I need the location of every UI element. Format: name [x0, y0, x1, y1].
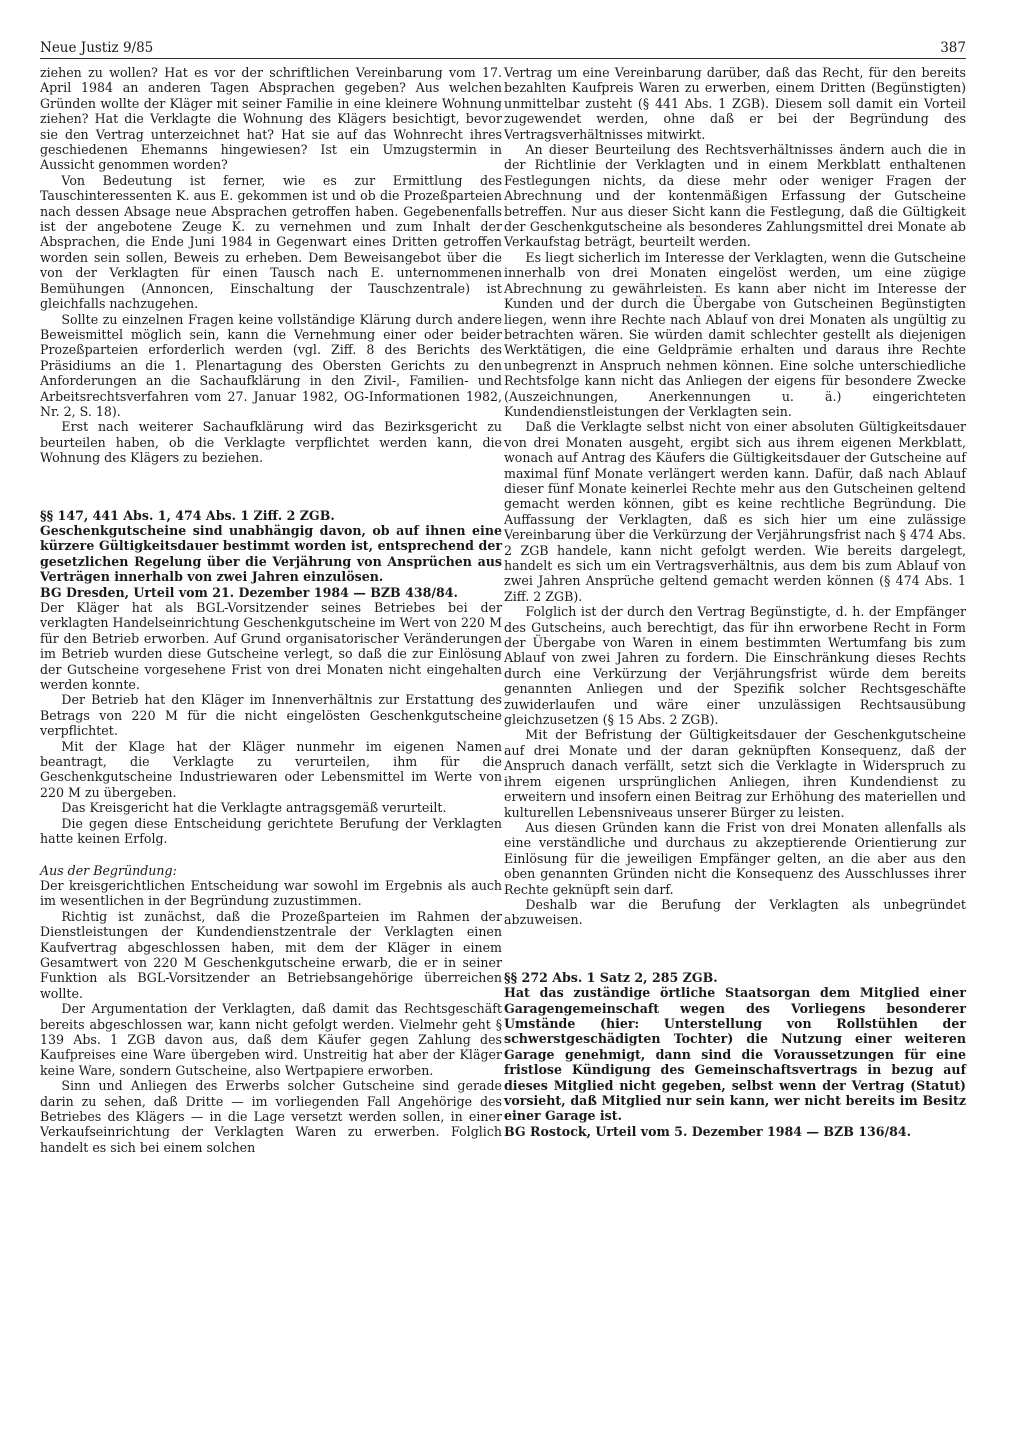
spacer — [40, 847, 502, 863]
paragraph: Folglich ist der durch den Vertrag Begünstigte, d. h. der Empfänger des Gutscheins, auch berechtigt, das für ihn erworbene Recht in Form der Übergabe von Waren in einem bestimmten Wertumfang bis zum Ablauf von zwei Jahren zu fordern. Die Einschränkung dieses Rechts durch eine Verkürzung der Verjährungsfrist würde dem bereits genannten Anliegen und der Spezifik solcher Rechtsgeschäfte zuwiderlaufen und wäre einer unzulässigen Rechtsausübung gleichzusetzen (§ 15 Abs. 2 ZGB). — [504, 604, 966, 728]
paragraph: Von Bedeutung ist ferner, wie es zur Ermittlung des Tauschinteressenten K. aus E. gekommen ist und ob die Prozeßparteien nach dessen Absage neue Absprachen getroffen haben. Gegebenenfalls ist der angebotene Zeuge K. zu vernehmen und zum Inhalt der Absprachen, die Ende Juni 1984 in Gegenwart eines Dritten getroffen worden sein sollen, Beweis zu erheben. Dem Beweisangebot über die von der Verklagten für einen Tausch nach E. unternommenen Bemühungen (Annoncen, Einschaltung der Tauschzentrale) ist gleichfalls nachzugehen. — [40, 172, 502, 312]
paragraph: ziehen zu wollen? Hat es vor der schriftlichen Vereinbarung vom 17. April 1984 an anderen Tagen Absprachen gegeben? Aus welchen Gründen wollte der Kläger mit seiner Familie in eine kleinere Wohnung ziehen? Hat die Verklagte die Wohnung des Klägers besichtigt, bevor sie den Vertrag unterzeichnet hat? Hat sie auf das Wohnrecht ihres geschiedenen Ehemanns hingewiesen? Ist ein Umzugstermin in Aussicht genommen worden? — [40, 65, 502, 173]
case-reference: BG Dresden, Urteil vom 21. Dezember 1984 — BZB 438/84. — [40, 584, 458, 600]
page-number: 387 — [940, 40, 966, 56]
running-header — [40, 40, 966, 59]
paragraph: Richtig ist zunächst, daß die Prozeßparteien im Rahmen der Dienstleistungen der Kundendienstzentrale der Verklagten einen Kaufvertrag abgeschlossen haben, mit dem der Kläger in einem Gesamtwert von 220 M Geschenkgutscheine erwarb, die er in seiner Funktion als BGL-Vorsitzender an Betriebsangehörige überreichen wollte. — [40, 908, 502, 1001]
paragraph: Aus diesen Gründen kann die Frist von drei Monaten allenfalls als eine verständliche und durchaus zu akzeptierende Orientierung zur Einlösung für die jeweiligen Empfänger gelten, an die aber aus den oben genannten Gründen nicht die Konsequenz des Ausschlusses ihrer Rechte geknüpft sein darf. — [504, 819, 966, 897]
paragraph: Die gegen diese Entscheidung gerichtete Berufung der Verklagten hatte keinen Erfolg. — [40, 815, 502, 847]
paragraph: An dieser Beurteilung des Rechtsverhältnisses ändern auch die in der Richtlinie der Verklagten und in einem Merkblatt enthaltenen Festlegungen nichts, da diese mehr oder weniger Fragen der Abrechnung und der kontenmäßigen Erfassung der Gutscheine betreffen. Nur aus dieser Sicht kann die Festlegung, daß die Gültigkeit der Geschenkgutscheine als besonderes Zahlungsmittel drei Monate ab Verkaufstag beträgt, beurteilt werden. — [504, 142, 966, 250]
paragraph: Der kreisgerichtlichen Entscheidung war sowohl im Ergebnis als auch im wesentlichen in der Begründung zuzustimmen. — [40, 877, 502, 909]
case-reference: BG Rostock, Urteil vom 5. Dezember 1984 — BZB 136/84. — [504, 1123, 912, 1139]
paragraph: Erst nach weiterer Sachaufklärung wird das Bezirksgericht zu beurteilen haben, ob die Verklagte verpflichtet werden kann, die Wohnung des Klägers zu beziehen. — [40, 419, 502, 466]
paragraph: Der Argumentation der Verklagten, daß damit das Rechtsgeschäft bereits abgeschlossen war, kann nicht gefolgt werden. Vielmehr geht § 139 Abs. 1 ZGB davon aus, daß dem Käufer gegen Zahlung des Kaufpreises eine Ware übergeben wird. Unstreitig hat aber der Kläger keine Ware, sondern Gutscheine, also Wertpapiere erworben. — [40, 1001, 502, 1078]
paragraph: Das Kreisgericht hat die Verklagte antragsgemäß verurteilt. — [61, 800, 447, 816]
paragraph: Sollte zu einzelnen Fragen keine vollständige Klärung durch andere Beweismittel möglich sein, kann die Vernehmung einer oder beider Prozeßparteien erforderlich werden (vgl. Ziff. 8 des Berichts des Präsidiums an die 1. Plenartagung des Obersten Gerichts zu den Anforderungen an die Sachaufklärung in den Zivil-, Familien- und Arbeitsrechtsverfahren vom 27. Januar 1982, OG-Informationen 1982, Nr. 2, S. 18). — [40, 311, 502, 419]
right-column — [504, 65, 966, 1155]
paragraph: Daß die Verklagte selbst nicht von einer absoluten Gültigkeitsdauer von drei Monaten ausgeht, ergibt sich aus ihrem eigenen Merkblatt, wonach auf Antrag des Käufers die Gültigkeitsdauer der Gutscheine auf maximal fünf Monate verlängert werden kann. Dafür, daß nach Ablauf dieser fünf Monate keinerlei Rechte mehr aus den Gutscheinen geltend gemacht werden können, gibt es keine rechtliche Begründung. Die Auffassung der Verklagten, daß es sich hier um eine zulässige Vereinbarung über die Verkürzung der Verjährungsfrist nach § 474 Abs. 2 ZGB handele, kann nicht gefolgt werden. Wie bereits dargelegt, handelt es sich um ein Vertragsverhältnis, aus dem bis zum Ablauf von zwei Jahren Ansprüche geltend gemacht werden können (§ 474 Abs. 1 Ziff. 2 ZGB). — [504, 419, 966, 604]
paragraph: Es liegt sicherlich im Interesse der Verklagten, wenn die Gutscheine innerhalb von drei Monaten eingelöst werden, um eine zügige Abrechnung zu gewährleisten. Es kann aber nicht im Interesse der Kunden und der durch die Übergabe von Gutscheinen Begünstigten liegen, wenn ihre Rechte nach Ablauf von drei Monaten als ungültig zu betrachten wären. Sie würden damit schlechter gestellt als diejenigen Werktätigen, die eine Geldprämie erhalten und daraus ihre Rechte unbegrenzt in Anspruch nehmen können. Eine solche unterschiedliche Rechtsfolge kann nicht das Anliegen der eigens für besondere Zwecke (Auszeichnungen, Anerkennungen u. ä.) eingerichteten Kundendienstleistungen der Verklagten sein. — [504, 249, 966, 419]
section-title: §§ 147, 441 Abs. 1, 474 Abs. 1 Ziff. 2 ZGB. — [40, 507, 335, 523]
section-title: §§ 272 Abs. 1 Satz 2, 285 ZGB. — [504, 969, 718, 985]
paragraph: Mit der Klage hat der Kläger nunmehr im eigenen Namen beantragt, die Verklagte zu verurteilen, ihm für die Geschenkgutscheine Industriewaren oder Lebensmittel im Werte von 220 M zu übergeben. — [40, 738, 502, 800]
reasons-heading: Aus der Begründung: — [40, 862, 177, 878]
section-headnote: Hat das zuständige örtliche Staatsorgan dem Mitglied einer Garagengemeinschaft wegen des Vorliegens besonderer Umstände (hier: Unterstellung von Rollstühlen der schwerstgeschädigten Tochter) die Nutzung einer weiteren Garage genehmigt, dann sind die Voraussetzungen für eine fristlose Kündigung des Gemeinschaftsvertrags in bezug auf dieses Mitglied nicht gegeben, selbst wenn der Vertrag (Statut) vorsieht, daß Mitglied nur sein kann, wer nicht bereits im Besitz einer Garage ist. — [504, 985, 966, 1124]
paragraph: Vertrag um eine Vereinbarung darüber, daß das Recht, für den bereits bezahlten Kaufpreis Waren zu erwerben, einem Dritten (Begünstigten) unmittelbar zusteht (§ 441 Abs. 1 ZGB). Diesem soll damit ein Vorteil zugewendet werden, ohne daß er bei der Begründung des Vertragsverhältnisses mitwirkt. — [504, 65, 966, 142]
section-headnote: Geschenkgutscheine sind unabhängig davon, ob auf ihnen eine kürzere Gültigkeitsdauer bestimmt worden ist, entsprechend der gesetzlichen Regelung über die Verjährung von Ansprüchen aus Verträgen innerhalb von zwei Jahren einzulösen. — [40, 522, 502, 585]
paragraph: Der Kläger hat als BGL-Vorsitzender seines Betriebes bei der verklagten Handelseinrichtung Geschenkgutscheine im Wert von 220 M für den Betrieb erworben. Auf Grund organisatorischer Veränderungen im Betrieb wurden diese Gutscheine verlegt, so daß die zur Einlösung der Gutscheine vorgesehene Frist von drei Monaten nicht eingehalten werden konnte. — [40, 600, 502, 693]
section-spacer — [504, 928, 966, 970]
two-column-body — [40, 65, 966, 1155]
section-spacer — [40, 466, 502, 508]
paragraph: Mit der Befristung der Gültigkeitsdauer der Geschenkgutscheine auf drei Monate und der daran geknüpften Konsequenz, daß der Anspruch danach verfällt, setzt sich die Verklagte in Widerspruch zu ihrem eigenen ursprünglichen Anliegen, ihren Kundendienst zu erweitern und insofern einen Beitrag zur Erhöhung des materiellen und kulturellen Lebensniveaus unserer Bürger zu leisten. — [504, 727, 966, 820]
paragraph: Sinn und Anliegen des Erwerbs solcher Gutscheine sind gerade darin zu sehen, daß Dritte — im vorliegenden Fall Angehörige des Betriebes des Klägers — in die Lage versetzt werden sollen, in einer Verkaufseinrichtung der Verklagten Waren zu erwerben. Folglich handelt es sich bei einem solchen — [40, 1078, 502, 1155]
journal-issue: Neue Justiz 9/85 — [40, 40, 154, 56]
paragraph: Deshalb war die Berufung der Verklagten als unbegründet abzuweisen. — [504, 896, 966, 928]
paragraph: Der Betrieb hat den Kläger im Innenverhältnis zur Erstattung des Betrags von 220 M für die nicht eingelösten Geschenkgutscheine verpflichtet. — [40, 692, 502, 739]
left-column — [40, 65, 502, 1155]
